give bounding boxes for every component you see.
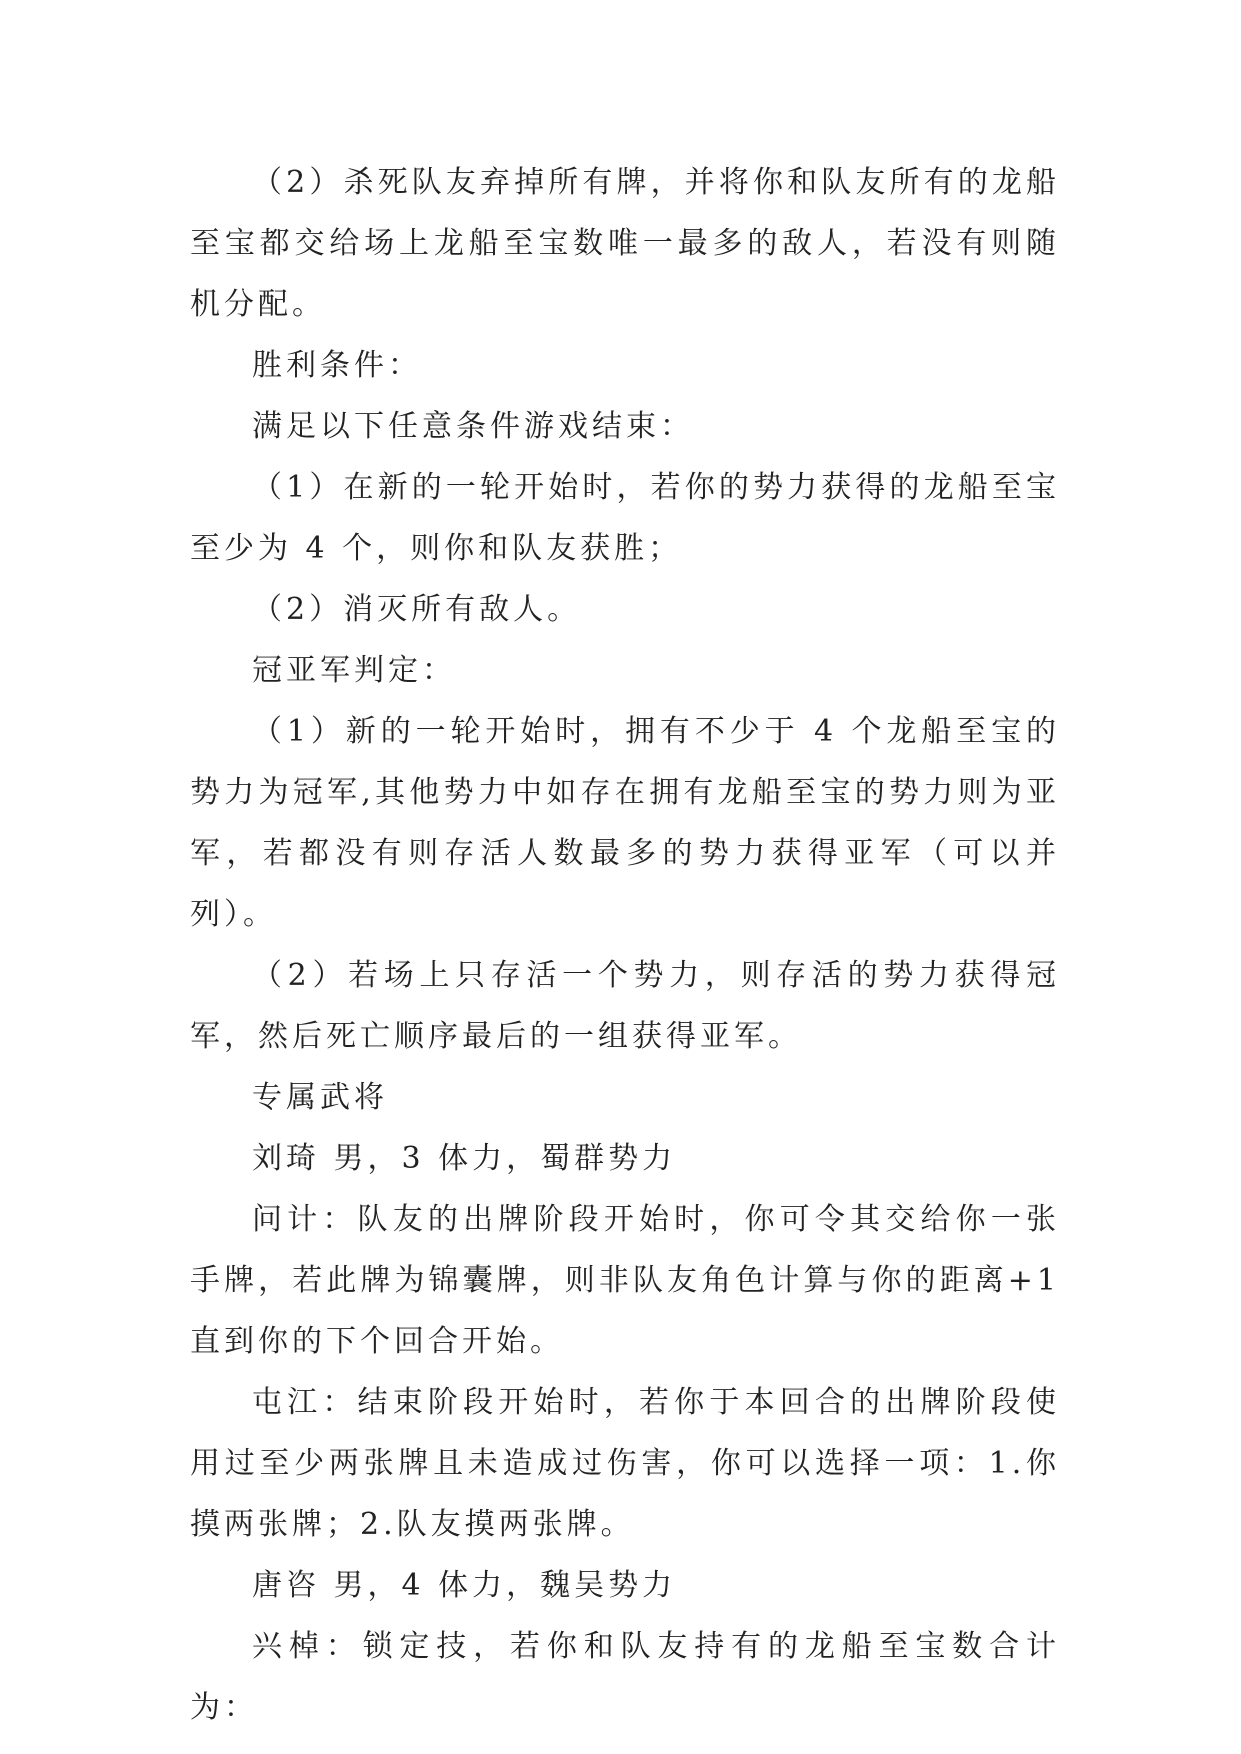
paragraph-game-end-intro: 满足以下任意条件游戏结束： [252,409,694,444]
general-liuqi-header: 刘琦 男，3 体力，蜀群势力 [252,1141,677,1176]
general-tangzi-header: 唐咨 男，4 体力，魏吴势力 [252,1568,677,1603]
skill-wenji: 问计：队友的出牌阶段开始时，你可令其交给你一张手牌，若此牌为锦囊牌，则非队友角色计算与你的距离+1 直到你的下个回合开始。 [190,1202,1060,1359]
heading-champion-ruling: 冠亚军判定： [252,653,456,688]
paragraph-victory-condition-1: （1）在新的一轮开始时，若你的势力获得的龙船至宝至少为 4 个，则你和队友获胜； [190,470,1060,566]
paragraph-victory-condition-2: （2）消灭所有敌人。 [252,592,582,627]
heading-victory-conditions: 胜利条件： [252,348,422,383]
skill-xingzhao: 兴棹：锁定技，若你和队友持有的龙船至宝数合计为： [190,1629,1060,1725]
paragraph-champion-rule-2: （2）若场上只存活一个势力，则存活的势力获得冠军，然后死亡顺序最后的一组获得亚军。 [190,958,1060,1054]
skill-tunjiang: 屯江：结束阶段开始时，若你于本回合的出牌阶段使用过至少两张牌且未造成过伤害，你可以选择一项：1.你摸两张牌；2.队友摸两张牌。 [190,1385,1060,1542]
document-page [190,152,1060,1738]
paragraph-champion-rule-1: （1）新的一轮开始时，拥有不少于 4 个龙船至宝的势力为冠军,其他势力中如存在拥有龙船至宝的势力则为亚军，若都没有则存活人数最多的势力获得亚军（可以并列）。 [190,714,1060,932]
paragraph-kill-teammate-rule: （2）杀死队友弃掉所有牌，并将你和队友所有的龙船至宝都交给场上龙船至宝数唯一最多的敌人，若没有则随机分配。 [190,165,1060,322]
heading-exclusive-generals: 专属武将 [252,1080,388,1115]
